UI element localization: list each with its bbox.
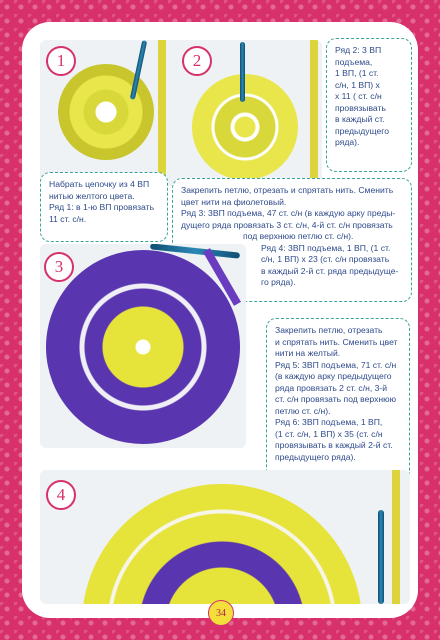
photo-step-4 [40, 470, 410, 604]
note-line: Набрать цепочку из 4 ВП [49, 179, 150, 189]
note-line: 1 ВП, (1 ст. [335, 68, 379, 78]
crochet-circle-purple-yellow [46, 250, 240, 444]
note-line: Ряд 5: 3ВП подъема, 71 ст. с/н [275, 359, 397, 370]
note-line: Ряд 1: в 1-ю ВП провязать [49, 202, 155, 212]
note-line: Ряд 2: 3 ВП [335, 45, 382, 55]
yarn-strand [392, 470, 400, 604]
note-line: и спрятать нить. Сменить цвет [275, 336, 398, 347]
note-line: Ряд 3: 3ВП подъема, 47 ст. с/н (в каждую арку преды- [181, 208, 396, 218]
note-line: цвет нити на фиолетовый. [181, 196, 287, 207]
note-line: ряда). [335, 137, 360, 147]
note-line: Ряд 4: 3ВП подъема, 1 ВП, (1 ст. [261, 242, 391, 253]
note-step-4 [266, 318, 410, 482]
note-line: Закрепить петлю, отрезать и спрятать нить. Сменить [181, 185, 394, 195]
note-line: провязывать в каждый 2-й ст. [275, 440, 393, 450]
step-badge-1: 1 [46, 46, 76, 76]
step-badge-3: 3 [44, 252, 74, 282]
note-line: в каждый 2-й ст. ряда предыдуще- [261, 265, 399, 276]
note-line: х 11 ( ст. с/н [335, 91, 382, 101]
note-line: (1 ст. с/н, 1 ВП) х 35 (ст. с/н [275, 428, 383, 439]
crochet-circle-yellow [192, 74, 298, 180]
crochet-circle-yellow [58, 64, 154, 160]
yarn-strand [310, 40, 318, 186]
note-line: предыдущего ряда). [275, 451, 356, 462]
note-line: с/н, 1 ВП) х 23 (ст. с/н провязать [261, 254, 390, 264]
note-line: ряда провязать 2 ст. с/н, 3-й [275, 382, 388, 393]
step-badge-4: 4 [46, 480, 76, 510]
yarn-strand [158, 40, 166, 186]
note-line: го ряда). [261, 277, 296, 287]
page [22, 22, 418, 618]
note-line: петлю ст. с/н). [275, 405, 331, 416]
note-step-2 [326, 38, 412, 172]
note-line: дущего ряда провязать 3 ст. с/н, 4-й ст. с/н провязать [181, 219, 393, 230]
note-line: предыдущего [335, 125, 390, 136]
note-line: с/н, 1 ВП) х [335, 79, 380, 90]
note-line: 11 ст. с/н. [49, 213, 87, 224]
crochet-circle-large [82, 484, 362, 604]
note-line: нитью желтого цвета. [49, 190, 135, 201]
crochet-hook [240, 42, 245, 102]
note-line: под верхнюю петлю ст. с/н). [243, 231, 354, 241]
note-line: ст. с/н провязать под верхнюю [275, 394, 397, 404]
page-number: 34 [208, 600, 234, 626]
note-line: Ряд 6: 3ВП подъема, 1 ВП, [275, 417, 383, 427]
note-line: нити на желтый. [275, 348, 341, 358]
note-line: в каждый ст. [335, 114, 385, 124]
note-line: подъема, [335, 56, 373, 67]
note-line: Закрепить петлю, отрезать [275, 325, 383, 335]
note-step-1 [40, 172, 168, 242]
note-line: провязывать [335, 102, 386, 113]
step-badge-2: 2 [182, 46, 212, 76]
crochet-hook [378, 510, 384, 604]
note-line: (в каждую арку предыдущего [275, 371, 392, 381]
